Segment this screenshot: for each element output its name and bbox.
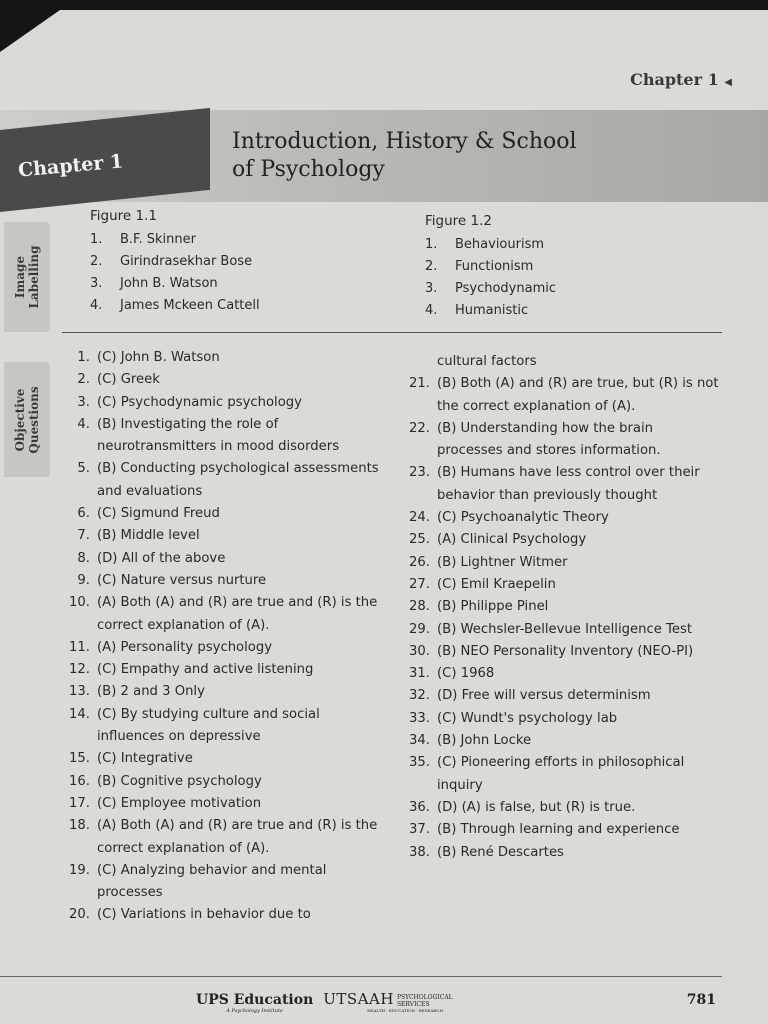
answer-text: (C) Psychodynamic psychology <box>97 394 302 410</box>
book-page <box>0 10 768 1024</box>
figure-title: Figure 1.1 <box>90 208 157 224</box>
item-text: Girindrasekhar Bose <box>120 253 253 269</box>
item-text: Psychodynamic <box>455 280 556 296</box>
answer-item <box>400 797 722 819</box>
answer-item <box>60 369 385 391</box>
answer-text: (A) Both (A) and (R) are true and (R) is the correct explanation of (A). <box>97 818 378 856</box>
chapter-title-line1: Introduction, History & School <box>232 129 577 154</box>
figure-label-item <box>90 228 260 250</box>
answer-item <box>60 704 385 749</box>
answer-text: (B) Cognitive psychology <box>97 773 262 789</box>
answer-text: (C) Sigmund Freud <box>97 506 220 522</box>
answer-text: (A) Both (A) and (R) are true and (R) is the correct explanation of (A). <box>97 595 378 633</box>
answer-number: 19. <box>69 862 90 878</box>
answer-item <box>400 418 722 463</box>
ups-education-logo <box>196 992 313 1014</box>
figure-title: Figure 1.2 <box>425 213 492 229</box>
item-number: 1. <box>90 231 103 247</box>
answer-text: (C) Integrative <box>97 751 193 767</box>
figure-label-item <box>425 233 556 255</box>
answer-number: 2. <box>77 372 90 388</box>
answer-number <box>400 351 437 373</box>
answer-text: (B) Both (A) and (R) are true, but (R) is not the correct explanation of (A). <box>437 376 719 414</box>
answer-item <box>60 570 385 592</box>
answer-text: (C) Wundt's psychology lab <box>437 710 618 726</box>
answer-number: 25. <box>409 532 430 548</box>
footer-divider <box>0 976 722 977</box>
answer-text: (C) By studying culture and social influences on depressive <box>97 706 320 745</box>
answer-text: (A) Clinical Psychology <box>437 532 587 548</box>
side-tab-line: Labelling <box>27 245 41 309</box>
answer-number: 10. <box>69 595 90 611</box>
chapter-title-line2: of Psychology <box>232 157 385 182</box>
figure-1-1-list <box>90 208 260 316</box>
answer-number: 22. <box>409 420 430 436</box>
figure-label-item <box>90 294 260 316</box>
brand-ups-education: UPS Education <box>196 992 314 1008</box>
answer-number: 15. <box>69 751 90 767</box>
answer-number: 14. <box>69 706 90 722</box>
item-text: Humanistic <box>455 302 529 318</box>
answer-item <box>60 793 385 815</box>
answer-text: (B) Humans have less control over their behavior than previously thought <box>437 465 700 503</box>
utsaah-logo <box>323 990 453 1013</box>
side-tab-line: Objective <box>13 388 27 451</box>
answer-number: 32. <box>409 688 430 704</box>
figure-label-item <box>425 299 556 321</box>
answer-text: (B) John Locke <box>437 733 532 749</box>
answer-text: (B) Lightner Witmer <box>437 554 568 570</box>
answer-number: 16. <box>69 773 90 789</box>
answer-number: 12. <box>69 662 90 678</box>
answers-left-column <box>60 347 385 927</box>
answer-item <box>400 819 722 841</box>
running-head <box>630 70 732 89</box>
answer-text: (B) Wechsler-Bellevue Intelligence Test <box>437 621 692 637</box>
answer-item <box>400 507 722 529</box>
answer-text: cultural factors <box>437 354 537 369</box>
answer-item <box>60 525 385 547</box>
answer-item <box>400 842 722 864</box>
figure-label-item <box>90 250 260 272</box>
answer-text: (B) Philippe Pinel <box>437 599 549 615</box>
answer-item <box>400 574 722 596</box>
answer-text: (C) John B. Watson <box>97 350 220 365</box>
answer-text: (C) Greek <box>97 372 160 388</box>
answer-text: (D) (A) is false, but (R) is true. <box>437 799 636 815</box>
answer-number: 6. <box>77 506 90 522</box>
answer-item <box>400 663 722 685</box>
utsaah-tag-subline: HEALTH · EDUCATION · RESEARCH <box>367 1008 443 1013</box>
chapter-label: Chapter 1 <box>17 150 125 182</box>
answer-text: (C) Employee motivation <box>97 795 262 811</box>
answer-item <box>400 619 722 641</box>
answer-number: 28. <box>409 599 430 615</box>
figure-label-item <box>90 272 260 294</box>
item-number: 2. <box>425 258 438 274</box>
answer-text: (C) Emil Kraepelin <box>437 576 556 592</box>
answer-item <box>60 347 385 369</box>
footer-logos <box>196 990 453 1014</box>
answer-number: 5. <box>77 461 90 477</box>
answer-item <box>400 641 722 663</box>
answer-item <box>60 392 385 414</box>
answer-number: 20. <box>69 907 90 923</box>
answer-number: 21. <box>409 376 430 392</box>
answer-number: 3. <box>77 394 90 410</box>
section-divider <box>62 332 722 333</box>
item-number: 4. <box>425 302 438 318</box>
answer-item <box>60 458 385 503</box>
answer-text: (B) Understanding how the brain processes and stores information. <box>437 420 661 459</box>
answer-text: (A) Personality psychology <box>97 639 273 655</box>
answer-text: (B) Investigating the role of neurotransmitters in mood disorders <box>97 416 340 455</box>
running-head-text: Chapter 1 <box>630 70 719 89</box>
answer-number: 8. <box>77 550 90 566</box>
item-text: B.F. Skinner <box>120 231 196 247</box>
answer-number: 17. <box>69 795 90 811</box>
answer-number: 35. <box>409 755 430 771</box>
item-number: 3. <box>90 275 103 291</box>
figure-label-item <box>425 255 556 277</box>
answers-right-column <box>400 351 722 864</box>
item-number: 3. <box>425 280 438 296</box>
answer-text: (B) NEO Personality Inventory (NEO-PI) <box>437 643 694 659</box>
item-number: 2. <box>90 253 103 269</box>
answer-text: (C) Analyzing behavior and mental processes <box>97 862 327 901</box>
answer-item <box>60 548 385 570</box>
item-number: 1. <box>425 236 438 252</box>
answer-item <box>60 815 385 860</box>
answer-number: 37. <box>409 822 430 838</box>
answer-text: (C) Psychoanalytic Theory <box>437 510 609 526</box>
answer-number: 29. <box>409 621 430 637</box>
answer-item <box>400 708 722 730</box>
answer-text: (B) Conducting psychological assessments and evaluations <box>97 461 379 499</box>
answer-number: 24. <box>409 510 430 526</box>
answer-text: (C) 1968 <box>437 666 495 682</box>
item-text: Behaviourism <box>455 236 545 252</box>
chapter-title <box>232 128 652 184</box>
answer-item <box>400 685 722 707</box>
triangle-marker-icon: ◀ <box>724 77 732 88</box>
side-tab-line: Image <box>13 255 27 299</box>
answer-number: 33. <box>409 710 430 726</box>
answer-item <box>60 681 385 703</box>
answer-item <box>400 351 722 373</box>
brand-utsaah: UTSAAH <box>323 990 394 1008</box>
answer-text: (B) René Descartes <box>437 844 564 860</box>
side-tab-image-labelling <box>4 222 50 332</box>
answer-item <box>400 730 722 752</box>
answer-number: 18. <box>69 818 90 834</box>
answer-item <box>400 596 722 618</box>
answer-number: 34. <box>409 733 430 749</box>
utsaah-tag-line: PSYCHOLOGICAL <box>396 994 453 1001</box>
figure-1-2-list <box>425 213 556 321</box>
side-tab-line: Questions <box>27 385 41 454</box>
answer-item <box>60 860 385 905</box>
answer-number: 23. <box>409 465 430 481</box>
answer-item <box>60 592 385 637</box>
answer-text: (C) Variations in behavior due to <box>97 907 311 923</box>
answer-item <box>60 503 385 525</box>
answer-number: 9. <box>77 572 90 588</box>
answer-item <box>60 637 385 659</box>
item-text: John B. Watson <box>120 275 218 291</box>
item-number: 4. <box>90 297 103 313</box>
answer-number: 4. <box>77 416 90 432</box>
answer-item <box>60 904 385 926</box>
answer-number: 1. <box>77 350 90 365</box>
answer-item <box>400 529 722 551</box>
answer-item <box>60 659 385 681</box>
page-corner-shadow <box>0 10 60 52</box>
answer-item <box>400 752 722 797</box>
answer-item <box>60 748 385 770</box>
answer-text: (B) 2 and 3 Only <box>97 684 205 700</box>
answer-number: 26. <box>409 554 430 570</box>
brand-ups-tagline: A Psychology Institute <box>226 1008 283 1014</box>
answer-text: (D) Free will versus determinism <box>437 688 651 704</box>
answer-item <box>400 373 722 418</box>
answer-item <box>400 552 722 574</box>
answer-number: 7. <box>77 528 90 544</box>
answer-number: 11. <box>69 639 90 655</box>
side-tab-objective-questions-text <box>13 386 41 453</box>
answer-item <box>60 771 385 793</box>
utsaah-tag-line: SERVICES <box>396 1001 430 1008</box>
brand-utsaah-tag <box>396 994 453 1008</box>
answer-item <box>60 414 385 459</box>
answer-text: (B) Through learning and experience <box>437 822 680 838</box>
answer-number: 30. <box>409 643 430 659</box>
answer-number: 31. <box>409 666 430 682</box>
answer-number: 13. <box>69 684 90 700</box>
page-number: 781 <box>686 992 716 1008</box>
answer-text: (D) All of the above <box>97 550 226 566</box>
answer-number: 36. <box>409 799 430 815</box>
answer-number: 38. <box>409 844 430 860</box>
side-tab-objective-questions <box>4 362 50 477</box>
answer-text: (B) Middle level <box>97 528 200 544</box>
item-text: Functionism <box>455 258 534 274</box>
figure-label-item <box>425 277 556 299</box>
answer-text: (C) Pioneering efforts in philosophical inquiry <box>437 755 685 793</box>
answer-text: (C) Nature versus nurture <box>97 572 267 588</box>
item-text: James Mckeen Cattell <box>120 297 260 313</box>
answer-number: 27. <box>409 576 430 592</box>
side-tab-image-labelling-text <box>13 245 41 308</box>
answer-item <box>400 462 722 507</box>
answer-text: (C) Empathy and active listening <box>97 662 314 678</box>
